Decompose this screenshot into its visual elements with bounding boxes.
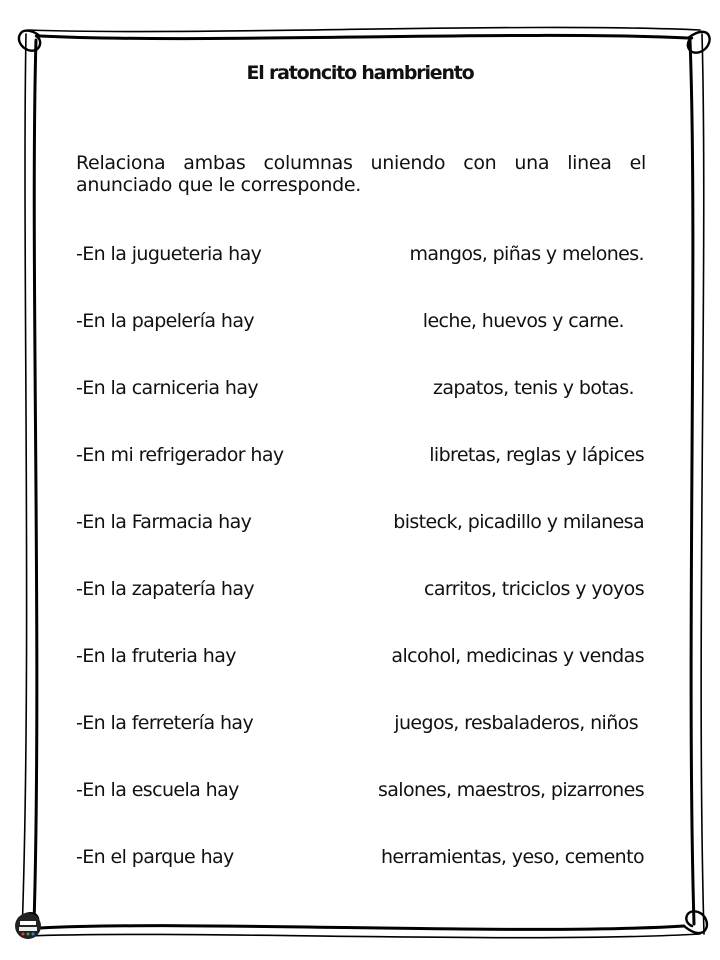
row-left-phrase: -En la escuela hay — [76, 779, 239, 801]
matching-row — [76, 243, 644, 271]
row-right-phrase: leche, huevos y carne. — [422, 310, 624, 332]
matching-row — [76, 578, 644, 606]
row-right-phrase: carritos, triciclos y yoyos — [424, 578, 644, 600]
matching-row — [76, 846, 644, 874]
row-left-phrase: -En la carniceria hay — [76, 377, 259, 399]
row-left-phrase: -En la Farmacia hay — [76, 511, 252, 533]
matching-row — [76, 444, 644, 472]
school-logo-icon — [14, 912, 42, 940]
row-left-phrase: -En la zapatería hay — [76, 578, 255, 600]
page-title: El ratoncito hambriento — [246, 62, 474, 84]
matching-row — [76, 645, 644, 673]
instructions-text: Relaciona ambas columnas uniendo con una linea el anunciado que le corresponde. — [76, 152, 646, 196]
row-left-phrase: -En la papelería hay — [76, 310, 255, 332]
matching-row — [76, 511, 644, 539]
row-right-phrase: bisteck, picadillo y milanesa — [393, 511, 644, 533]
row-right-phrase: libretas, reglas y lápices — [429, 444, 644, 466]
row-right-phrase: juegos, resbaladeros, niños — [394, 712, 638, 734]
row-right-phrase: zapatos, tenis y botas. — [433, 377, 634, 399]
row-right-phrase: mangos, piñas y melones. — [409, 243, 644, 265]
row-right-phrase: herramientas, yeso, cemento — [380, 846, 644, 868]
row-left-phrase: -En la ferretería hay — [76, 712, 254, 734]
row-right-phrase: alcohol, medicinas y vendas — [391, 645, 644, 667]
matching-row — [76, 712, 644, 740]
row-right-phrase: salones, maestros, pizarrones — [377, 779, 644, 801]
row-left-phrase: -En la fruteria hay — [76, 645, 236, 667]
row-left-phrase: -En el parque hay — [76, 846, 234, 868]
matching-row — [76, 377, 644, 405]
row-left-phrase: -En mi refrigerador hay — [76, 444, 284, 466]
matching-row — [76, 779, 644, 807]
matching-row — [76, 310, 644, 338]
row-left-phrase: -En la jugueteria hay — [76, 243, 262, 265]
